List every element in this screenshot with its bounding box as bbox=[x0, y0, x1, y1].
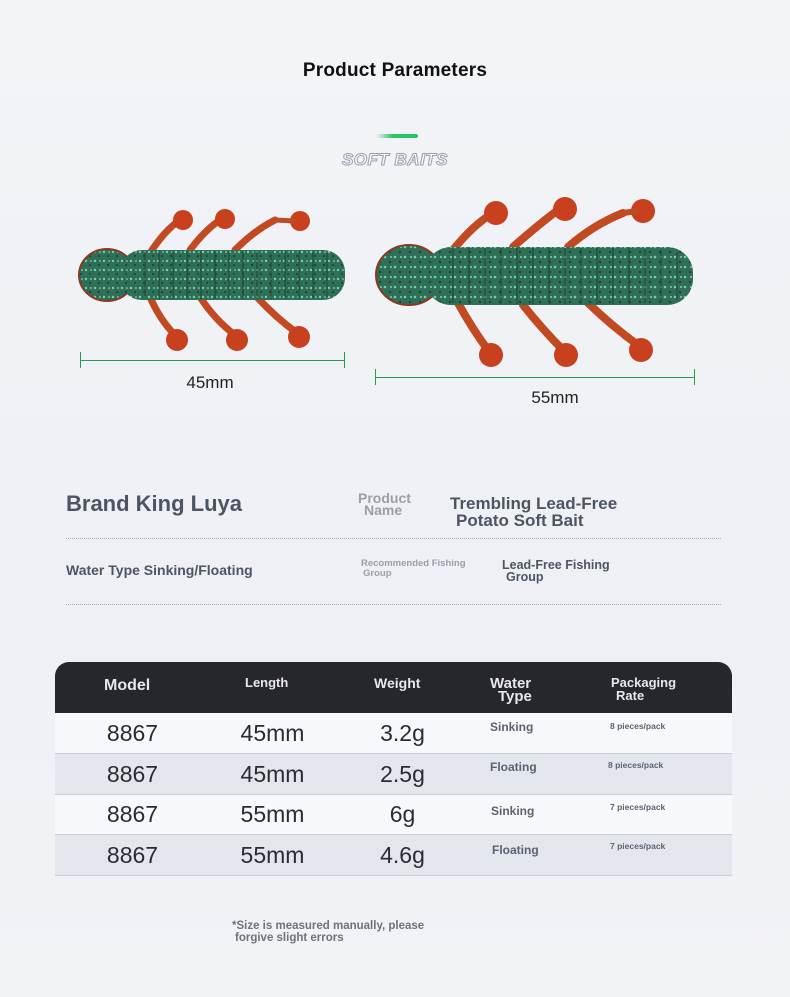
cell-water-type: Sinking bbox=[490, 720, 534, 734]
row-divider bbox=[55, 834, 732, 835]
water-type-text: Water Type Sinking/Floating bbox=[66, 562, 253, 578]
bait-image-55mm bbox=[373, 195, 698, 375]
product-name-value: Trembling Lead-Free Potato Soft Bait bbox=[450, 494, 618, 530]
cell-packaging: 7 pieces/pack bbox=[610, 802, 666, 812]
dimension-tick-right bbox=[344, 352, 345, 368]
header-length: Length bbox=[245, 675, 289, 690]
divider bbox=[66, 604, 721, 605]
dimension-line-45mm bbox=[80, 360, 345, 361]
cell-weight: 3.2g bbox=[380, 720, 425, 746]
cell-length: 55mm bbox=[240, 801, 305, 827]
row-divider bbox=[55, 875, 732, 876]
footnote: *Size is measured manually, please forgive slight errors bbox=[232, 920, 425, 944]
cell-model: 8867 bbox=[106, 720, 159, 746]
cell-weight: 2.5g bbox=[380, 761, 425, 787]
cell-water-type: Sinking bbox=[491, 804, 535, 818]
accent-bar bbox=[376, 134, 418, 138]
page-title: Product Parameters bbox=[302, 60, 488, 81]
cell-length: 45mm bbox=[240, 761, 305, 787]
row-divider bbox=[55, 753, 732, 754]
cell-model: 8867 bbox=[106, 761, 159, 787]
cell-packaging: 7 pieces/pack bbox=[610, 841, 666, 851]
header-water-type: Water Type bbox=[490, 675, 532, 705]
cell-packaging: 8 pieces/pack bbox=[610, 721, 666, 731]
cell-weight: 4.6g bbox=[380, 842, 425, 868]
cell-model: 8867 bbox=[106, 842, 159, 868]
cell-packaging: 8 pieces/pack bbox=[608, 760, 664, 770]
bait-image-45mm bbox=[75, 205, 355, 360]
row-divider bbox=[55, 794, 732, 795]
header-weight: Weight bbox=[374, 675, 421, 691]
recommended-group-label: Recommended Fishing Group bbox=[361, 558, 466, 579]
section-subtitle: SOFT BAITS bbox=[341, 150, 449, 169]
product-name-label: Product Name bbox=[358, 490, 411, 518]
cell-length: 45mm bbox=[240, 720, 305, 746]
header-packaging: Packaging Rate bbox=[611, 675, 677, 703]
size-label-55mm: 55mm bbox=[531, 388, 579, 407]
brand-text: Brand King Luya bbox=[66, 491, 243, 516]
cell-length: 55mm bbox=[240, 842, 305, 868]
size-label-45mm: 45mm bbox=[186, 373, 234, 392]
cell-water-type: Floating bbox=[492, 843, 539, 857]
cell-weight: 6g bbox=[389, 801, 416, 827]
cell-water-type: Floating bbox=[490, 760, 537, 774]
cell-model: 8867 bbox=[106, 801, 159, 827]
header-model: Model bbox=[104, 677, 151, 694]
recommended-group-value: Lead-Free Fishing Group bbox=[502, 558, 610, 584]
dimension-line-55mm bbox=[375, 377, 695, 378]
dimension-tick-right bbox=[694, 369, 695, 385]
divider bbox=[66, 538, 721, 539]
